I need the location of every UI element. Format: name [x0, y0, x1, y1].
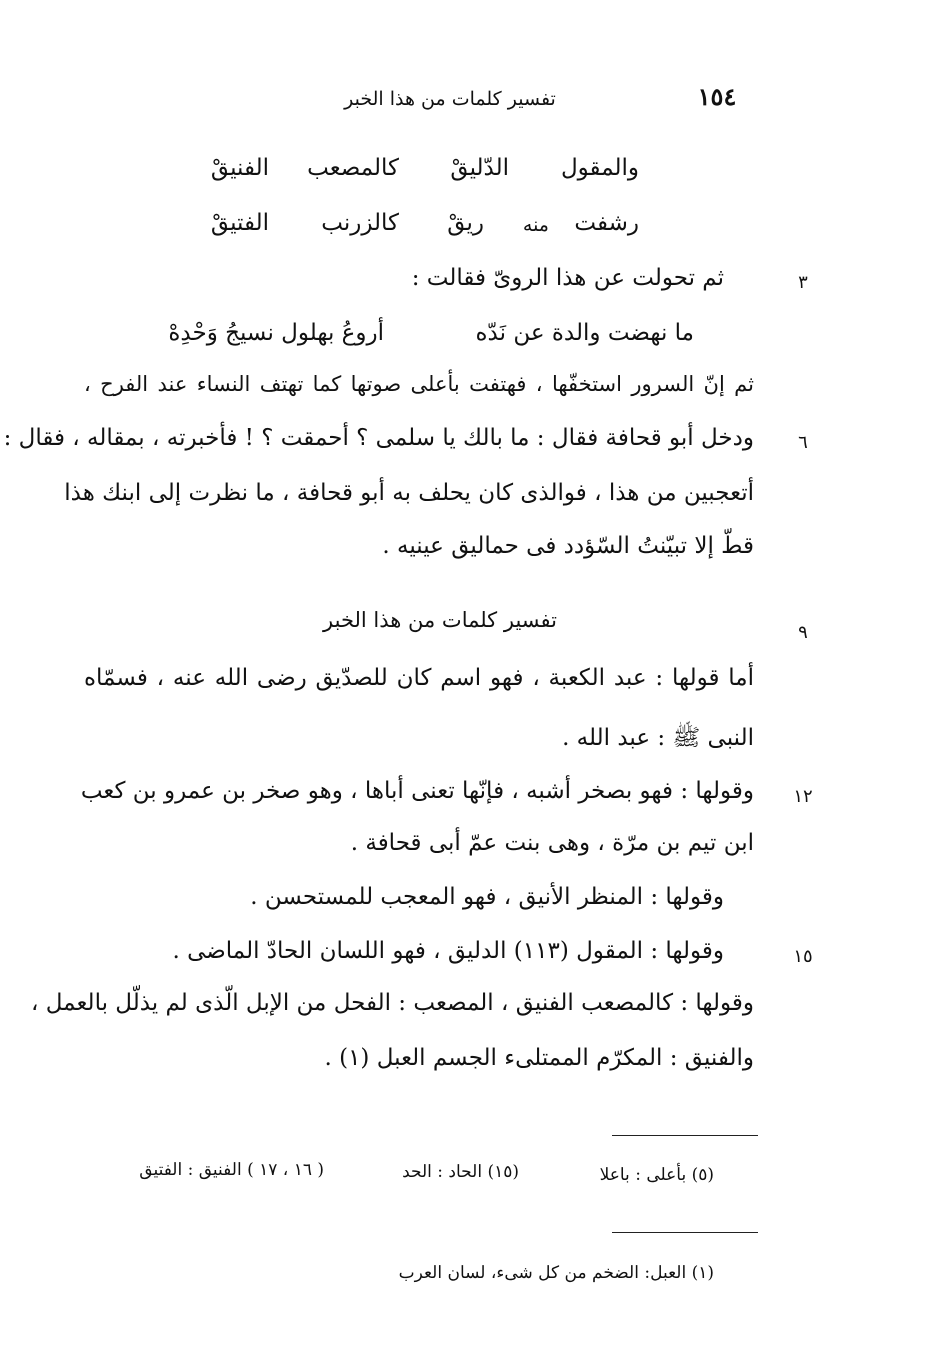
line-number: ١٥ — [793, 946, 813, 967]
verse-word: ريقْ — [447, 210, 484, 236]
text-line: ابن تيم بن مرّة ، وهى بنت عمّ أبى قحافة . — [350, 830, 754, 856]
verse-word: الفنيقْ — [210, 155, 269, 181]
text-line: ثم تحولت عن هذا الروىّ فقالت : — [411, 265, 724, 291]
verse-word: كالزرنب — [321, 210, 399, 236]
verse-word: والمقول — [560, 155, 639, 181]
text-line: وقولها : المقول (١١٣) الدليق ، فهو اللسان الحادّ الماضى . — [172, 938, 724, 964]
running-header-title: تفسير كلمات من هذا الخبر — [344, 88, 556, 110]
footnote: (١) العبل: الضخم من كل شىء، لسان العرب — [398, 1263, 714, 1283]
text-line: النبى ﷺ : عبد الله . — [562, 725, 754, 751]
text-line: والفنيق : المكرّم الممتلىء الجسم العبل (١) . — [324, 1045, 754, 1071]
verse-word: رشفت — [574, 210, 639, 236]
variant-note: (٥) بأعلى : باعلا — [599, 1165, 714, 1185]
variant-note: ( ١٦ ، ١٧ ) الفنيق : الفتيق — [139, 1160, 324, 1180]
section-heading: تفسير كلمات من هذا الخبر — [323, 608, 557, 632]
line-number: ٩ — [798, 622, 808, 643]
line-number: ٦ — [798, 432, 808, 453]
text-line: ثم إنّ السرور استخفّها ، فهتفت بأعلى صوتها كما تهتف النساء عند الفرح ، — [84, 372, 754, 396]
verse-word: الفتيقْ — [210, 210, 269, 236]
page-number: ١٥٤ — [697, 82, 737, 111]
text-line: قطّ إلا تبيّنتُ السّؤدد فى حماليق عينيه . — [382, 533, 754, 559]
verse-word: الدّليقْ — [450, 155, 509, 181]
variant-note: (١٥) الحاد : الحد — [402, 1162, 519, 1182]
verse-word: منه — [522, 214, 549, 236]
text-line: ودخل أبو قحافة فقال : ما بالك يا سلمى ؟ أحمقت ؟ ! فأخبرته ، بمقاله ، فقال : — [3, 425, 754, 451]
text-line: وقولها : المنظر الأنيق ، فهو المعجب للمستحسن . — [250, 884, 724, 910]
verse-hemistich: أروعُ بهلول نسيجُ وَحْدِهْ — [168, 320, 384, 346]
separator-rule — [612, 1135, 758, 1136]
text-line: أما قولها : عبد الكعبة ، فهو اسم كان للصدّيق رضى الله عنه ، فسمّاه — [84, 665, 754, 691]
verse-hemistich: ما نهضت والدة عن نَدّه — [475, 320, 694, 346]
text-line: أتعجبين من هذا ، فوالذى كان يحلف به أبو قحافة ، ما نظرت إلى ابنك هذا — [64, 480, 754, 506]
line-number: ٣ — [798, 272, 808, 293]
line-number: ١٢ — [793, 786, 813, 807]
separator-rule — [612, 1232, 758, 1233]
text-line: وقولها : كالمصعب الفنيق ، المصعب : الفحل من الإبل الّذى لم يذلّل بالعمل ، — [31, 990, 754, 1016]
verse-word: كالمصعب — [307, 155, 399, 181]
text-line: وقولها : فهو بصخر أشبه ، فإنّها تعنى أباها ، وهو صخر بن عمرو بن كعب — [80, 778, 754, 804]
